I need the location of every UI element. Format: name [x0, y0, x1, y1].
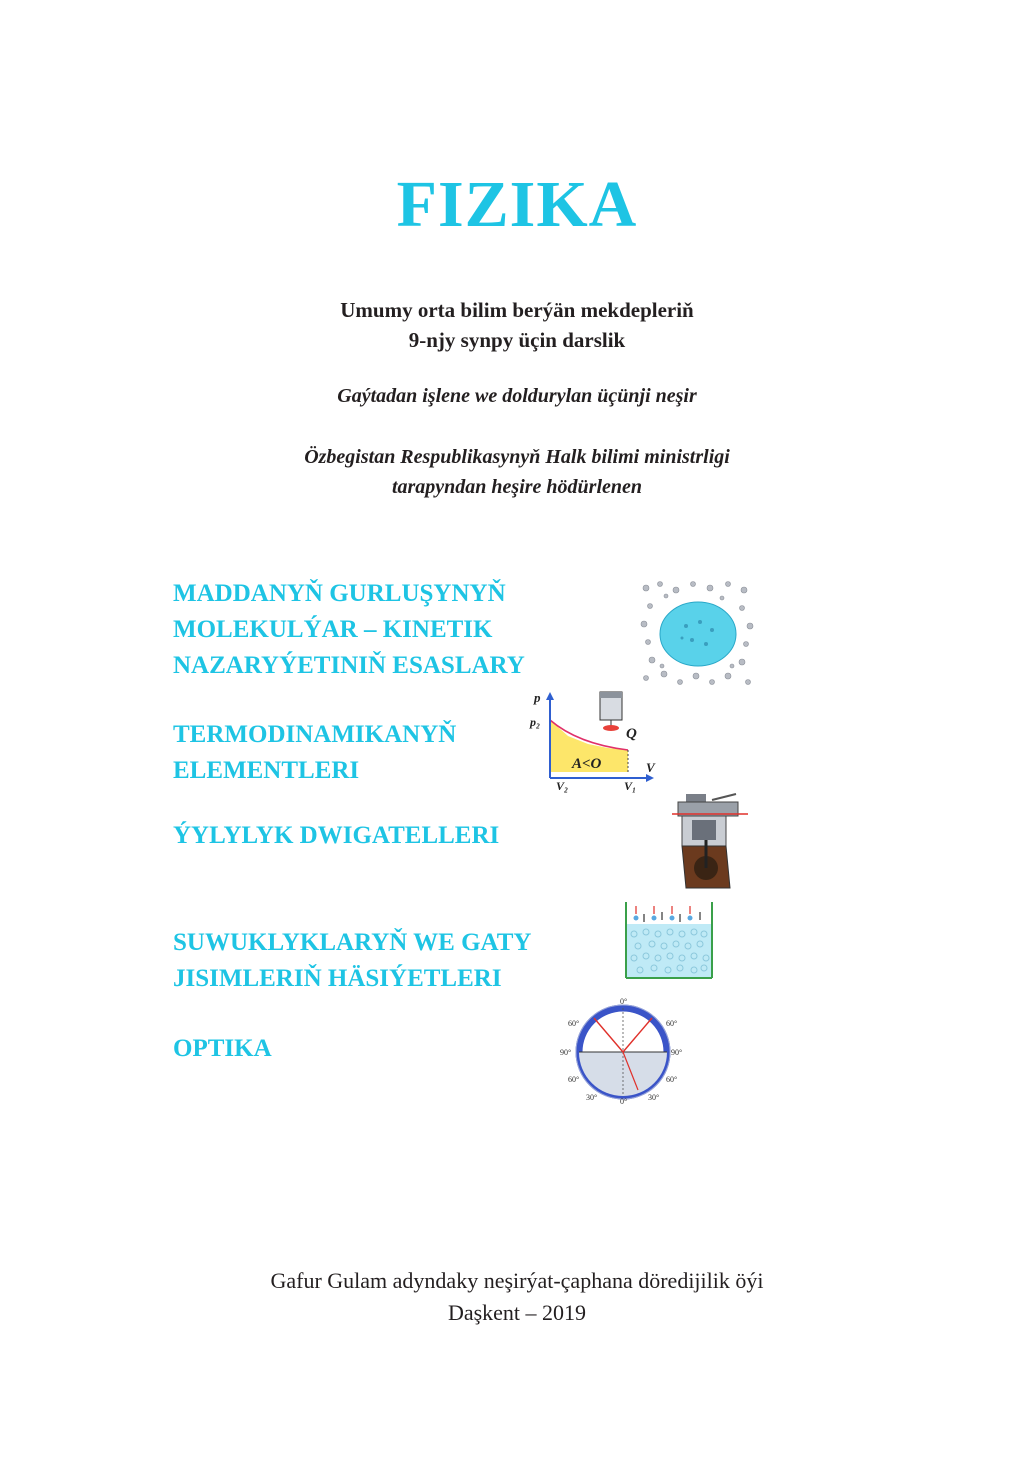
chapter-line: ÝYLYLYK DWIGATELLERI [173, 822, 500, 849]
engine-cylinder-illustration [672, 792, 750, 890]
approval-line-1: Özbegistan Respublikasynyň Halk bilimi ministrligi [304, 446, 730, 468]
molecules-illustration [638, 578, 756, 690]
p2-label: p₂ [530, 715, 541, 729]
chapter-line: OPTIKA [173, 1035, 272, 1062]
work-label: A<O [572, 756, 602, 772]
angle-label: 0° [620, 997, 628, 1006]
angle-label: 60° [568, 1019, 580, 1028]
publication-place-year: Daşkent – 2019 [447, 1300, 587, 1325]
angle-label: 30° [648, 1093, 660, 1102]
chapter-molecular-kinetic [173, 576, 525, 684]
q-label: Q [626, 726, 637, 742]
angle-label: 30° [586, 1093, 598, 1102]
chapter-line: ELEMENTLERI [173, 757, 360, 784]
chapter-liquids-solids [173, 925, 531, 997]
subtitle-line-2: 9-njy synpy üçin darslik [408, 328, 626, 352]
chapter-line: SUWUKLYKLARYŇ WE GATY [173, 929, 532, 956]
v1-label: V₁ [624, 779, 637, 793]
chapter-thermodynamics [173, 717, 456, 789]
refraction-disc-illustration [558, 996, 688, 1106]
publisher-info [0, 1265, 1034, 1329]
angle-label: 90° [671, 1048, 683, 1057]
chapter-line: MADDANYŇ GURLUŞYNYŇ [173, 580, 506, 607]
book-title: FIZIKA [396, 168, 638, 241]
chapter-optics [173, 1031, 272, 1067]
liquid-container-illustration [624, 900, 716, 980]
chapter-line: TERMODINAMIKANYŇ [173, 721, 457, 748]
book-subtitle [0, 295, 1034, 355]
angle-label: 60° [568, 1075, 580, 1084]
v2-label: V₂ [556, 779, 569, 793]
subtitle-line-1: Umumy orta bilim berýän mekdepleriň [340, 298, 694, 322]
angle-label: 60° [666, 1019, 678, 1028]
edition-note: Gaýtadan işlene we doldurylan üçünji neşir [337, 385, 697, 407]
approval-note [0, 442, 1034, 502]
chapter-line: NAZARYÝETINIŇ ESASLARY [173, 652, 525, 679]
chapter-line: MOLEKULÝAR – KINETIK [173, 616, 493, 643]
pv-diagram-illustration [528, 688, 668, 796]
axis-p-label: p [534, 690, 541, 705]
angle-label: 60° [666, 1075, 678, 1084]
chapter-heat-engines [173, 818, 499, 854]
chapter-line: JISIMLERIŇ HÄSIÝETLERI [173, 965, 502, 992]
axis-v-label: V [646, 760, 655, 775]
publisher-name: Gafur Gulam adyndaky neşirýat-çaphana döredijilik öýi [270, 1268, 764, 1293]
approval-line-2: tarapyndan heşire hödürlenen [391, 476, 643, 498]
angle-label: 90° [560, 1048, 572, 1057]
angle-label: 0° [620, 1097, 628, 1106]
